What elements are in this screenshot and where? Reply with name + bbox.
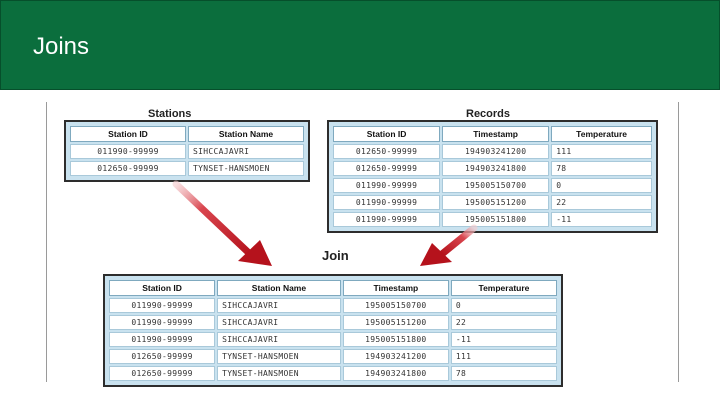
join-header-station-id: Station ID: [109, 280, 215, 296]
table-cell: 012650-99999: [333, 161, 440, 176]
table-cell: 195005151800: [442, 212, 549, 227]
table-cell: 22: [551, 195, 652, 210]
table-cell: 011990-99999: [109, 332, 215, 347]
figure-border-left: [46, 102, 47, 382]
table-cell: 195005150700: [343, 298, 449, 313]
table-cell: TYNSET-HANSMOEN: [188, 161, 304, 176]
table-row: [109, 349, 557, 364]
table-cell: 195005151200: [343, 315, 449, 330]
table-row: [333, 178, 652, 193]
table-cell: 011990-99999: [70, 144, 186, 159]
stations-header-station-id: Station ID: [70, 126, 186, 142]
records-table: [327, 120, 658, 233]
table-row: [333, 144, 652, 159]
stations-table: [64, 120, 310, 182]
table-row: [333, 195, 652, 210]
table-row: [109, 366, 557, 381]
table-cell: 012650-99999: [333, 144, 440, 159]
table-cell: 111: [551, 144, 652, 159]
table-cell: 194903241800: [343, 366, 449, 381]
table-cell: 194903241800: [442, 161, 549, 176]
table-cell: 0: [451, 298, 557, 313]
stations-caption: Stations: [148, 108, 192, 120]
join-header-timestamp: Timestamp: [343, 280, 449, 296]
join-caption: Join: [322, 248, 349, 263]
table-cell: 195005150700: [442, 178, 549, 193]
table-cell: 011990-99999: [333, 178, 440, 193]
table-cell: 012650-99999: [109, 349, 215, 364]
join-table: [103, 274, 563, 387]
table-cell: TYNSET-HANSMOEN: [217, 366, 341, 381]
table-cell: TYNSET-HANSMOEN: [217, 349, 341, 364]
join-header-station-name: Station Name: [217, 280, 341, 296]
table-row: [70, 161, 304, 176]
table-row: [109, 332, 557, 347]
table-cell: 195005151200: [442, 195, 549, 210]
table-cell: 012650-99999: [70, 161, 186, 176]
records-header-timestamp: Timestamp: [442, 126, 549, 142]
stations-header-station-name: Station Name: [188, 126, 304, 142]
join-header-temperature: Temperature: [451, 280, 557, 296]
table-cell: 194903241200: [442, 144, 549, 159]
table-row: [109, 315, 557, 330]
table-cell: -11: [451, 332, 557, 347]
table-cell: 012650-99999: [109, 366, 215, 381]
figure-border-right: [678, 102, 679, 382]
table-row: [333, 161, 652, 176]
table-cell: -11: [551, 212, 652, 227]
table-cell: 0: [551, 178, 652, 193]
table-row: [333, 212, 652, 227]
table-cell: 78: [451, 366, 557, 381]
table-cell: SIHCCAJAVRI: [217, 315, 341, 330]
table-cell: 194903241200: [343, 349, 449, 364]
records-header-temperature: Temperature: [551, 126, 652, 142]
table-cell: 011990-99999: [333, 212, 440, 227]
table-cell: 011990-99999: [109, 298, 215, 313]
records-caption: Records: [466, 108, 511, 120]
slide-title: Joins: [33, 33, 90, 60]
table-cell: 22: [451, 315, 557, 330]
table-cell: 111: [451, 349, 557, 364]
table-cell: SIHCCAJAVRI: [217, 332, 341, 347]
table-cell: 011990-99999: [333, 195, 440, 210]
table-cell: SIHCCAJAVRI: [188, 144, 304, 159]
table-row: [70, 144, 304, 159]
table-cell: SIHCCAJAVRI: [217, 298, 341, 313]
records-header-station-id: Station ID: [333, 126, 440, 142]
table-cell: 195005151800: [343, 332, 449, 347]
table-cell: 011990-99999: [109, 315, 215, 330]
table-row: [109, 298, 557, 313]
table-cell: 78: [551, 161, 652, 176]
slide-header: [0, 0, 720, 90]
